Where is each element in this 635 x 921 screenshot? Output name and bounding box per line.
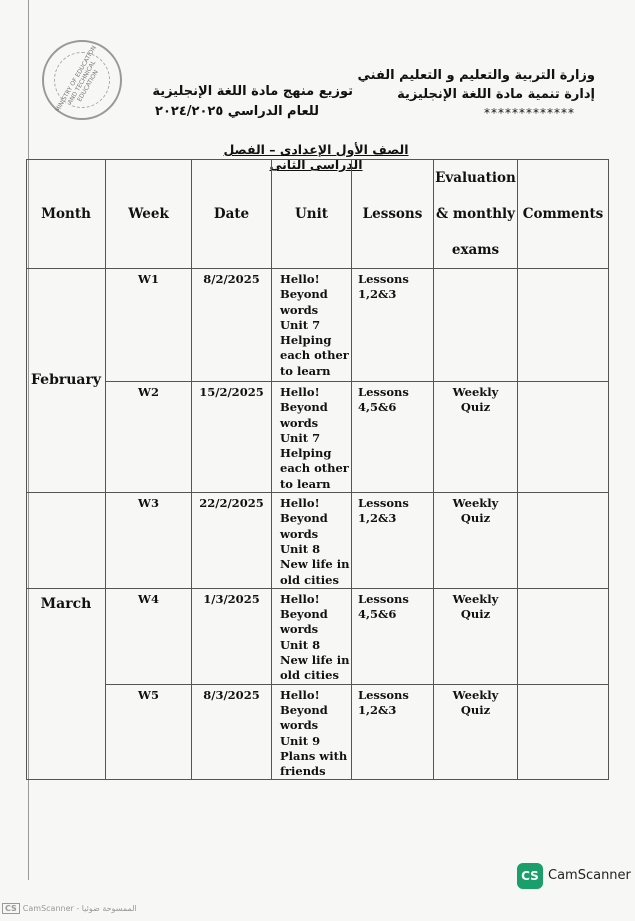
lessons-cell [352,382,434,493]
lessons-line: 4,5&6 [358,607,397,622]
week-cell: W1 [106,269,192,382]
week-cell: W3 [106,493,192,589]
unit-line: New life in [280,557,350,572]
unit-line: each other [280,461,349,476]
evaluation-line: Weekly [452,591,499,606]
month-cell [27,588,106,780]
camscanner-watermark: CamScanner [548,868,631,883]
unit-line: Helping [280,446,332,461]
footer-watermark [2,903,137,914]
evaluation-cell [434,382,518,493]
lessons-line: Lessons [358,687,409,702]
table-header-row [27,160,609,269]
unit-line: Unit 9 [280,733,321,748]
footer-cs-icon: CS [2,903,20,914]
unit-cell [272,493,352,589]
stars-divider: ************* [484,106,575,120]
evaluation-cell [434,493,518,589]
week-cell: W2 [106,382,192,493]
week-cell: W5 [106,684,192,780]
comments-cell [518,588,609,684]
unit-line: old cities [280,668,339,683]
evaluation-cell [434,588,518,684]
header-evaluation-line3: exams [451,242,500,258]
date-cell: 8/2/2025 [192,269,272,382]
evaluation-line: Quiz [460,607,491,622]
unit-line: Plans with [280,748,348,763]
unit-line: Hello! [280,687,320,702]
date-cell: 22/2/2025 [192,493,272,589]
week-cell: W4 [106,588,192,684]
month-cell: February [27,269,106,493]
header-lessons: Lessons [352,160,434,269]
unit-line: Unit 7 [280,317,321,332]
unit-line: words [280,718,319,733]
month-label: March [40,595,92,612]
evaluation-line: Weekly [452,385,499,399]
unit-line: words [280,526,319,541]
header-week: Week [106,160,192,269]
comments-cell [518,382,609,493]
date-cell: 8/3/2025 [192,684,272,780]
evaluation-line: Quiz [460,511,491,526]
evaluation-line: Weekly [452,496,499,511]
comments-cell [518,269,609,382]
header-evaluation [434,160,518,269]
header-evaluation-line1: Evaluation [435,170,516,186]
unit-line: Hello! [280,385,320,399]
seal-text: MINISTRY OF EDUCATION AND TECHNICAL EDUCATION [54,44,100,114]
lessons-cell [352,269,434,382]
lessons-line: 1,2&3 [358,511,397,526]
comments-cell [518,684,609,780]
unit-line: to learn [280,476,331,491]
lessons-line: Lessons [358,272,409,286]
unit-cell [272,382,352,493]
unit-line: Beyond [280,511,328,526]
table-row [27,493,609,589]
unit-line: words [280,622,319,637]
evaluation-line: Quiz [460,400,491,415]
ministry-name: وزارة التربية والتعليم و التعليم الفني [357,68,595,83]
unit-line: New life in [280,653,350,668]
unit-line: Hello! [280,272,320,286]
lessons-line: Lessons [358,591,409,606]
unit-line: Beyond [280,287,328,302]
table-row [27,588,609,684]
unit-line: words [280,415,319,430]
table-row [27,382,609,493]
unit-line: Helping [280,333,332,348]
unit-line: to learn [280,363,331,378]
unit-cell [272,588,352,684]
header-month: Month [27,160,106,269]
header-comments: Comments [518,160,609,269]
evaluation-cell [434,684,518,780]
lessons-line: 1,2&3 [358,702,397,717]
unit-cell [272,684,352,780]
header-evaluation-line2: & monthly [435,206,516,222]
evaluation-line: Quiz [460,702,491,717]
lessons-cell [352,684,434,780]
evaluation-cell [434,269,518,382]
grade-term-title: الصف الأول الإعدادى – الفصل الدراسى الثانى [223,142,409,172]
comments-cell [518,493,609,589]
lessons-line: Lessons [358,385,409,399]
lessons-cell [352,588,434,684]
unit-line: Unit 7 [280,430,321,445]
date-cell: 15/2/2025 [192,382,272,493]
unit-line: Unit 8 [280,541,321,556]
unit-line: Hello! [280,591,320,606]
evaluation-line: Weekly [452,687,499,702]
unit-line: friends [280,764,326,779]
unit-line: old cities [280,572,339,587]
lessons-cell [352,493,434,589]
lessons-line: 1,2&3 [358,287,397,302]
unit-cell [272,269,352,382]
ministry-seal [42,40,122,120]
unit-line: Unit 8 [280,637,321,652]
camscanner-logo-icon: CS [517,863,543,889]
department-name: إدارة تنمية مادة اللغة الإنجليزية [397,87,595,102]
header-date: Date [192,160,272,269]
month-cell-empty [27,493,106,589]
lessons-line: Lessons [358,496,409,511]
header-unit: Unit [272,160,352,269]
unit-line: each other [280,348,349,363]
curriculum-table [26,159,609,780]
unit-line: Hello! [280,496,320,511]
table-row [27,269,609,382]
unit-line: Beyond [280,400,328,415]
unit-line: Beyond [280,702,328,717]
unit-line: words [280,302,319,317]
academic-year: للعام الدراسي ٢٠٢٤/٢٠٢٥ [155,104,319,119]
date-cell: 1/3/2025 [192,588,272,684]
lessons-line: 4,5&6 [358,400,397,415]
table-row [27,684,609,780]
distribution-title: توزيع منهج مادة اللغة الإنجليزية [152,84,353,99]
unit-line: Beyond [280,607,328,622]
footer-text: CamScanner - الممسوحة ضوئيا [22,904,137,913]
